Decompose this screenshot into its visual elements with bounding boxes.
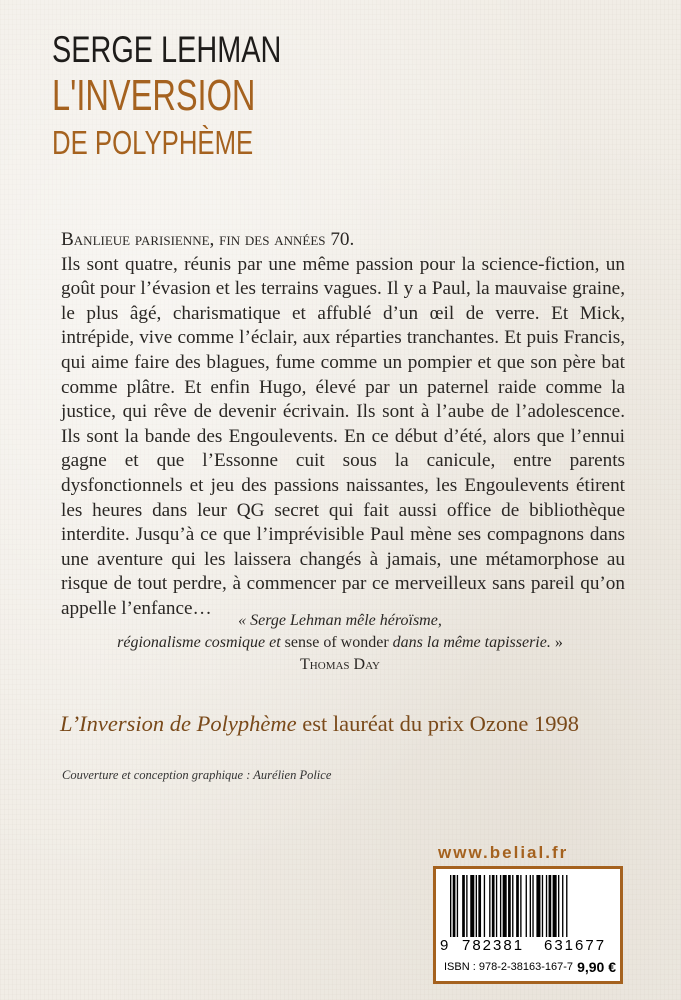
quote-line2-a: régionalisme cosmique et <box>117 634 285 651</box>
barcode-bar <box>512 875 513 937</box>
review-quote <box>60 610 620 676</box>
barcode-bar <box>492 875 495 937</box>
cover-credit: Couverture et conception graphique : Aurélien Police <box>62 768 332 782</box>
barcode-digits-right: 631677 <box>544 937 607 954</box>
blurb-text: Ils sont quatre, réunis par une même passion pour la science-fiction, un goût pour l’évasion et les terrains vagues. Il y a Paul, la mauvaise graine, le plus âgé, charismatique et affublé d’un œil de verre. Et Mick, intrépide, vive comme l’éclair, aux réparties tranchantes. Et puis Francis, qui aime faire des blagues, fume comme un pompier et que son père bat comme plâtre. Et enfin Hugo, élevé par un paternel raide comme la justice, qui rêve de devenir écrivain. Ils sont à l’aube de l’adolescence. Ils sont la bande des Engoulevents. En ce début d’été, alors que l’ennui gagne et que l’Essonne cuit sous la canicule, entre parents dysfonctionnels et jeu des passions naissantes, les Engoulevents étirent les heures dans leur QG secret qui fait aussi office de bibliothèque interdite. Jusqu’à ce que l’imprévisible Paul mène ses compagnons dans une aventure qui les laissera changés à jamais, une métamorphose au risque de tout perdre, à commencer par ce merveilleux sans pareil qu’on appelle l’enfance… <box>61 253 625 619</box>
barcode-bar <box>549 875 552 937</box>
barcode-bar <box>503 875 507 937</box>
barcode-icon <box>450 875 610 937</box>
barcode-bar <box>536 875 540 937</box>
book-title-line1: L'INVERSION <box>52 71 256 120</box>
barcode-bar <box>553 875 557 937</box>
barcode-digits-left: 782381 <box>462 937 525 954</box>
quote-line2-d: » <box>550 634 563 651</box>
book-title-line2: DE POLYPHÈME <box>52 124 254 161</box>
barcode-bar <box>484 875 485 937</box>
barcode-bar <box>532 875 533 937</box>
barcode-bar <box>530 875 531 937</box>
prize-text: est lauréat du prix Ozone 1998 <box>296 711 580 736</box>
barcode-bar <box>478 875 481 937</box>
barcode-bar <box>453 875 456 937</box>
isbn-line <box>444 961 620 973</box>
barcode-bar <box>466 875 467 937</box>
quote-line2-b: sense of wonder <box>284 634 393 651</box>
barcode-bar <box>546 875 547 937</box>
blurb <box>61 228 625 622</box>
barcode-bar <box>496 875 497 937</box>
author-name: SERGE LEHMAN <box>52 29 282 70</box>
barcode-bar <box>520 875 521 937</box>
barcode-bar <box>516 875 519 937</box>
barcode-bar <box>470 875 474 937</box>
quote-line2-c: dans la même tapisserie. <box>392 634 551 651</box>
prize-book-title: L’Inversion de Polyphème <box>60 711 297 736</box>
barcode-bar <box>566 875 567 937</box>
barcode-bar <box>457 875 458 937</box>
quote-line1: « Serge Lehman mêle héroïsme, <box>238 612 442 629</box>
barcode-bar <box>462 875 465 937</box>
barcode-bar <box>508 875 511 937</box>
prize-line <box>60 711 620 737</box>
barcode-box <box>433 866 623 984</box>
book-price: 9,90 € <box>577 959 616 975</box>
barcode-digit-first: 9 <box>440 937 449 954</box>
barcode-bar <box>500 875 501 937</box>
barcode-bar <box>476 875 477 937</box>
barcode-bar <box>450 875 451 937</box>
isbn-number: ISBN : 978-2-38163-167-7 <box>444 961 574 973</box>
barcode-bar <box>558 875 559 937</box>
barcode-bar <box>489 875 490 937</box>
barcode-bar <box>562 875 563 937</box>
quote-line2 <box>60 632 620 654</box>
quote-author: Thomas Day <box>300 656 380 673</box>
barcode-bar <box>526 875 527 937</box>
cover-header <box>52 30 346 162</box>
barcode-bar <box>542 875 543 937</box>
publisher-website[interactable]: www.belial.fr <box>438 843 569 862</box>
blurb-intro: Banlieue parisienne, fin des années 70. <box>61 229 355 250</box>
